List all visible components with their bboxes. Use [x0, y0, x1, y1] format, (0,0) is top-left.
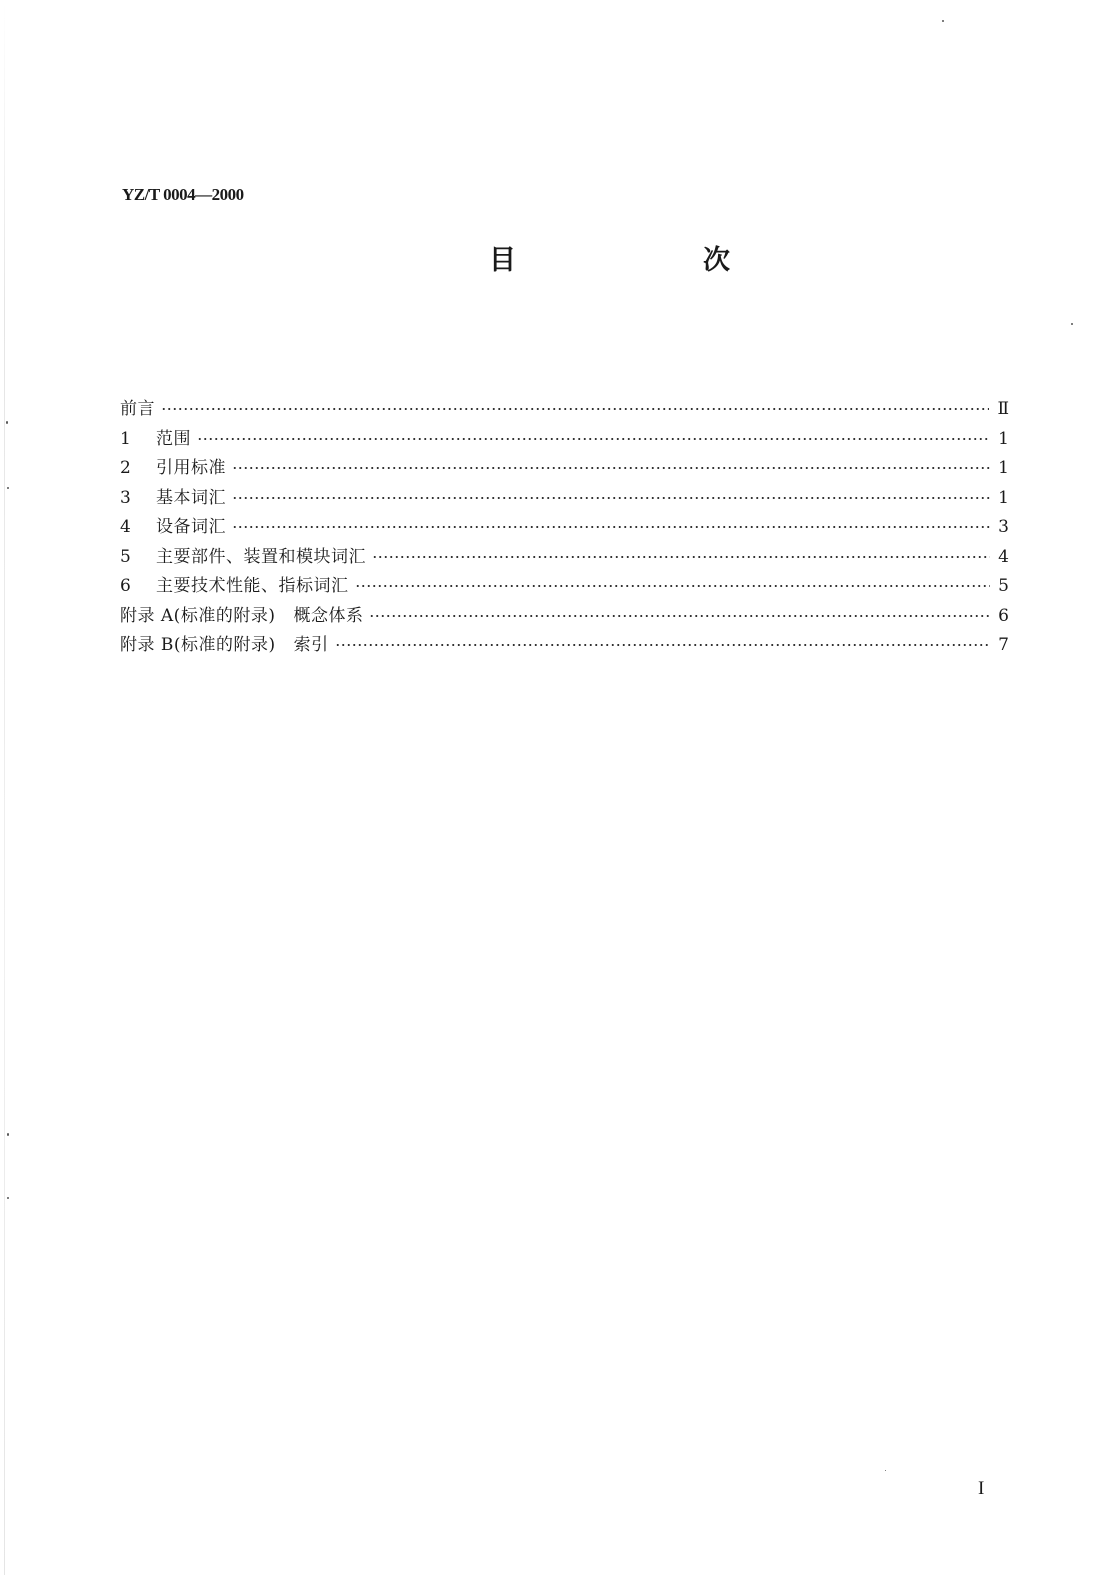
toc-entry-appendix-b[interactable] — [120, 631, 1009, 661]
toc-entry-label — [120, 602, 363, 632]
toc-entry-page: 3 — [998, 517, 1009, 537]
scan-edge — [4, 0, 5, 1575]
appendix-title: 概念体系 — [293, 605, 364, 626]
toc-entry-number: 1 — [120, 428, 131, 449]
scan-speck — [1071, 323, 1073, 325]
toc-title: 目 次 — [489, 245, 810, 276]
toc-entry-performance-terms[interactable] — [120, 572, 1009, 602]
toc-entry-basic-terms[interactable] — [120, 484, 1009, 514]
toc-entry-page: 1 — [998, 458, 1009, 478]
scan-speck — [942, 20, 944, 22]
toc-entry-appendix-a[interactable] — [120, 602, 1009, 632]
toc-entry-page: 7 — [998, 635, 1009, 655]
toc-entry-number: 6 — [120, 576, 131, 596]
table-of-contents — [120, 395, 1009, 661]
document-code: YZ/T 0004—2000 — [122, 185, 244, 204]
toc-leader-dots — [335, 644, 991, 646]
page-number: I — [978, 1478, 985, 1499]
toc-entry-component-terms[interactable] — [120, 543, 1009, 573]
scan-speck — [6, 421, 8, 424]
toc-entry-page: 1 — [998, 487, 1009, 508]
toc-entry-number: 2 — [120, 458, 131, 478]
scan-speck — [7, 1197, 9, 1199]
toc-leader-dots — [161, 408, 989, 410]
toc-leader-dots — [232, 467, 990, 469]
scan-speck — [7, 487, 9, 489]
toc-entry-scope[interactable] — [120, 425, 1009, 455]
toc-entry-normative-references[interactable] — [120, 454, 1009, 484]
toc-entry-label: 范围 — [156, 428, 191, 449]
toc-leader-dots — [372, 556, 990, 558]
toc-entry-label: 前言 — [120, 399, 155, 419]
toc-entry-page: 1 — [998, 428, 1009, 449]
toc-leader-dots — [197, 438, 990, 440]
toc-entry-number: 4 — [120, 517, 131, 537]
toc-entry-equipment-terms[interactable] — [120, 513, 1009, 543]
appendix-title: 索引 — [293, 635, 329, 655]
toc-leader-dots — [355, 585, 991, 587]
toc-entry-label: 基本词汇 — [156, 487, 226, 508]
toc-entry-number: 5 — [120, 546, 131, 567]
toc-entry-label — [120, 631, 329, 661]
toc-entry-label: 主要部件、装置和模块词汇 — [156, 546, 366, 567]
toc-entry-page: 6 — [998, 605, 1009, 626]
toc-entry-foreword[interactable] — [120, 395, 1009, 425]
toc-leader-dots — [369, 615, 990, 617]
toc-entry-page: Ⅱ — [997, 399, 1009, 419]
toc-entry-label: 引用标准 — [156, 458, 226, 478]
appendix-label: 附录 B(标准的附录) — [120, 635, 276, 655]
toc-leader-dots — [232, 526, 990, 528]
scan-speck — [885, 1470, 886, 1471]
toc-entry-number: 3 — [120, 487, 131, 508]
appendix-label: 附录 A(标准的附录) — [120, 605, 276, 626]
toc-entry-page: 4 — [998, 546, 1009, 567]
scan-speck — [7, 1133, 9, 1136]
toc-entry-page: 5 — [998, 576, 1009, 596]
toc-entry-label: 主要技术性能、指标词汇 — [156, 576, 349, 596]
toc-leader-dots — [232, 497, 990, 499]
toc-entry-label: 设备词汇 — [156, 517, 226, 537]
